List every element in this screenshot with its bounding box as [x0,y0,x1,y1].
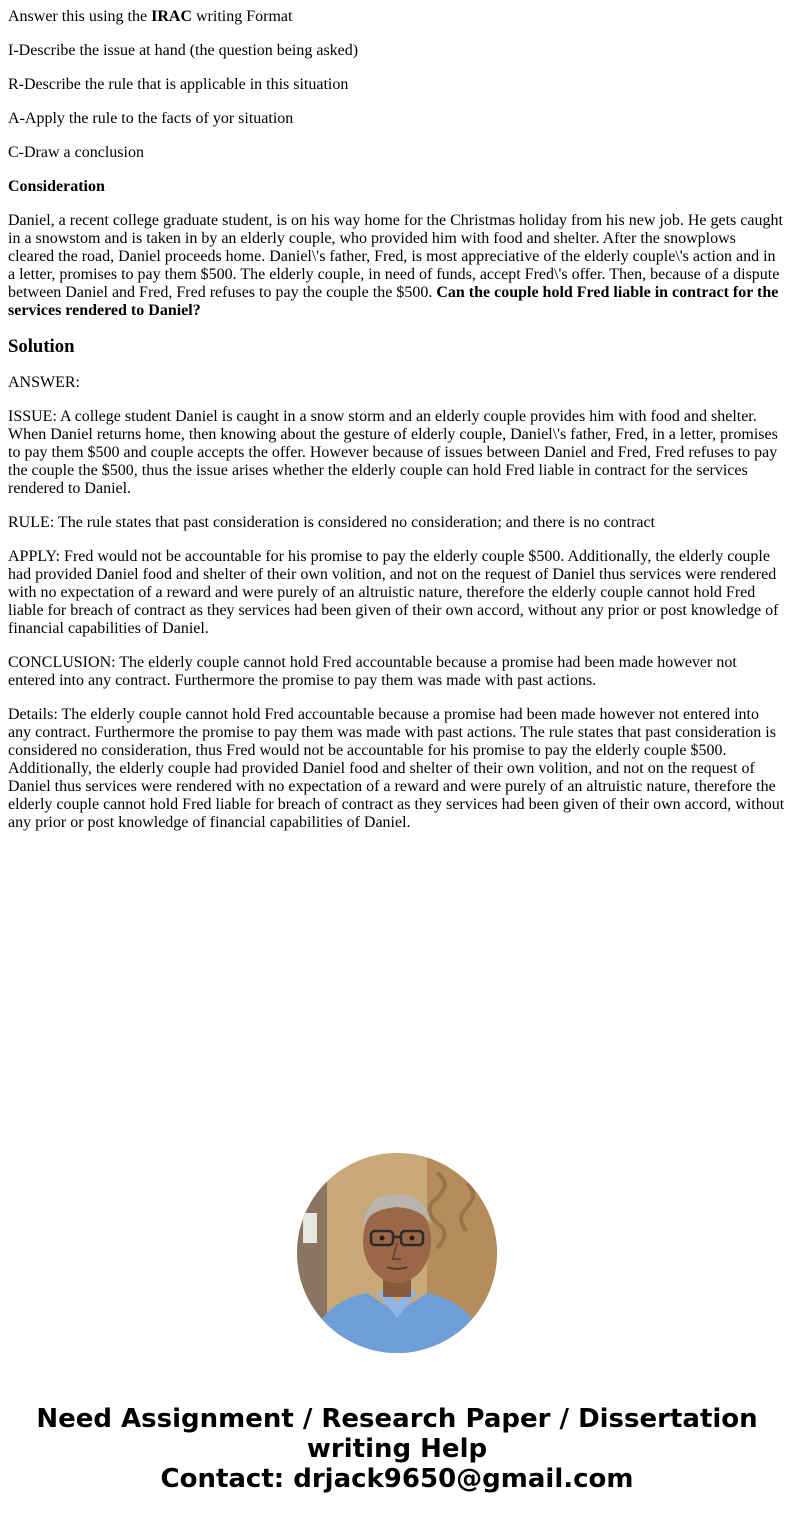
step-rule: R-Describe the rule that is applicable in this situation [8,76,349,93]
promo-banner [0,1404,794,1494]
solution-heading: Solution [8,336,75,357]
irac-term: IRAC [151,8,192,25]
answer-label: ANSWER: [8,374,80,391]
scenario-text: Daniel, a recent college graduate student, is on his way home for the Christmas holiday from his new job. He gets caught in a snowstom and is taken in by an elderly couple, who provided him with food and shelter. After the snowplows cleared the road, Daniel proceeds home. Daniel\'s father, Fred, is most appreciative of the elderly couple\'s action and in a letter, promises to pay them $500. The elderly couple, in need of funds, accept Fred\'s offer. Then, because of a dispute between Daniel and Fred, Fred refuses to pay the couple the $500. [8,212,783,301]
question-text: Can the couple hold Fred liable in contract for the services rendered to Daniel? [8,284,779,319]
intro-line: Answer this using the IRAC writing Format [8,8,293,25]
step-issue: I-Describe the issue at hand (the question being asked) [8,42,359,59]
rule-paragraph: RULE: The rule states that past consideration is considered no consideration; and there is no contract [8,514,656,531]
promo-line-1: Need Assignment / Research Paper / Dissertation [36,1404,758,1434]
conclusion-paragraph: CONCLUSION: The elderly couple cannot hold Fred accountable because a promise had been made however not entered into any contract. Furthermore the promise to pay them was made with past actions. [8,654,737,689]
details-paragraph: Details: The elderly couple cannot hold Fred accountable because a promise had been made however not entered into any contract. Furthermore the promise to pay them was made with past actions. The rule states that past consideration is considered no consideration, thus Fred would not be accountable for his promise to pay the elderly couple $500. Additionally, the elderly couple had provided Daniel food and shelter of their own volition, and not on the request of Daniel thus services were rendered with no expectation of a reward and were purely of an altruistic nature, therefore the elderly couple cannot hold Fred liable for breach of contract as they services had been given of their own accord, without any prior or post knowledge of financial capabilities of Daniel. [8,706,785,831]
topic-heading: Consideration [8,178,105,195]
apply-paragraph: APPLY: Fred would not be accountable for his promise to pay the elderly couple $500. Additionally, the elderly couple had provided Daniel food and shelter of their own volition, and not on the request of Daniel thus services were rendered with no expectation of a reward and were purely of an altruistic nature, therefore the elderly couple cannot hold Fred liable for breach of contract as they services had been given of their own accord, without any prior or post knowledge of financial capabilities of Daniel. [8,548,779,637]
document-body [8,8,786,848]
author-avatar [297,1153,497,1353]
step-apply: A-Apply the rule to the facts of yor situation [8,110,294,127]
scenario-paragraph [8,212,786,320]
promo-line-2: writing Help [306,1434,488,1464]
step-conclusion: C-Draw a conclusion [8,144,144,161]
promo-contact: Contact: drjack9650@gmail.com [160,1464,634,1494]
author-photo [297,1153,497,1353]
issue-paragraph: ISSUE: A college student Daniel is caught in a snow storm and an elderly couple provides him with food and shelter. When Daniel returns home, then knowing about the gesture of elderly couple, Daniel\'s father, Fred, in a letter, promises to pay them $500 and couple accepts the offer. However because of issues between Daniel and Fred, Fred refuses to pay the couple the $500, thus the issue arises whether the elderly couple can hold Fred liable in contract for the services rendered to Daniel. [8,408,778,497]
